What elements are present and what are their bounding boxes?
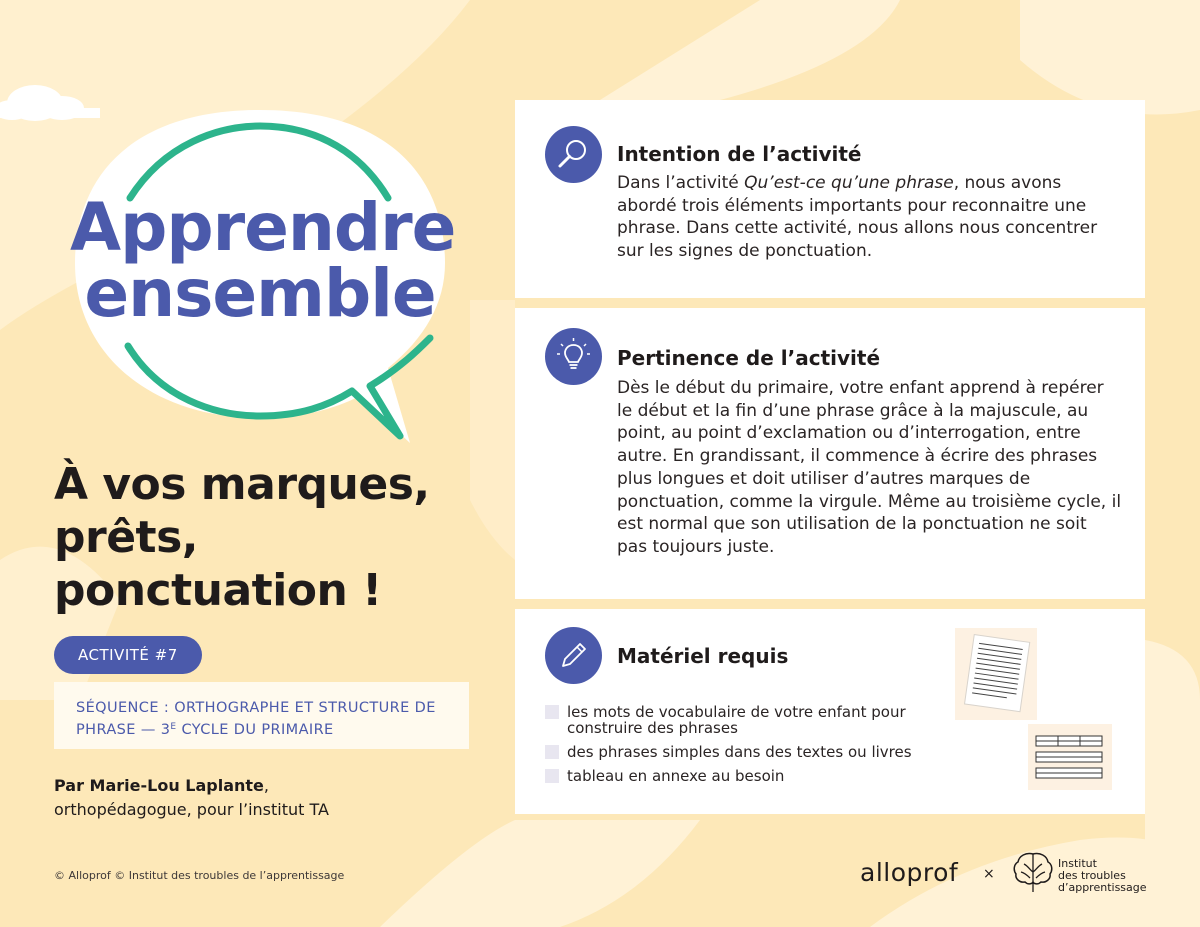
pertinence-title: Pertinence de l’activité <box>617 346 881 370</box>
title-line-3: ponctuation ! <box>54 565 382 616</box>
institut-logo-text: Institut des troubles d’apprentissage <box>1058 857 1147 894</box>
list-item: les mots de vocabulaire de votre enfant pour construire des phrases <box>545 704 917 736</box>
author-role: orthopédagogue, pour l’institut TA <box>54 800 329 819</box>
checkbox-square-icon <box>545 769 559 783</box>
tree-brain-icon <box>1010 848 1056 894</box>
activity-badge: ACTIVITÉ #7 <box>54 636 202 674</box>
times-symbol: × <box>983 866 995 882</box>
sequence-line-2: PHRASE — $3^E$ CYCLE DU PRIMAIRE <box>76 722 334 738</box>
checkbox-square-icon <box>545 705 559 719</box>
sequence-line-1: SÉQUENCE : ORTHOGRAPHE ET STRUCTURE DE <box>76 700 436 716</box>
checkbox-square-icon <box>545 745 559 759</box>
magnifier-icon <box>545 126 602 183</box>
bubble-line-1: Apprendre <box>70 189 456 266</box>
materiel-title: Matériel requis <box>617 644 789 668</box>
pencil-icon <box>545 627 602 684</box>
author-block: Par Marie-Lou Laplante, orthopédagogue, pour l’institut TA <box>54 774 329 822</box>
author-name: Par Marie-Lou Laplante <box>54 776 264 795</box>
pertinence-card <box>515 308 1145 599</box>
bubble-line-2: ensemble <box>84 255 436 332</box>
title-line-2: prêts, <box>54 512 198 563</box>
bubble-heading <box>70 189 456 332</box>
materiel-list <box>545 704 917 792</box>
sequence-box <box>54 682 469 749</box>
lightbulb-icon <box>545 328 602 385</box>
page-title <box>54 458 474 617</box>
list-item: des phrases simples dans des textes ou livres <box>545 744 917 760</box>
alloprof-logo: alloprof <box>860 858 959 887</box>
table-sheet-icon <box>1028 724 1112 790</box>
lined-paper-icon <box>955 628 1037 720</box>
copyright-text: © Alloprof © Institut des troubles de l’apprentissage <box>54 869 345 882</box>
title-line-1: À vos marques, <box>54 459 430 510</box>
intention-title: Intention de l’activité <box>617 142 862 166</box>
intention-text: Dans l’activité Qu’est-ce qu’une phrase, nous avons abordé trois éléments importants pour reconnaitre une phrase. Dans cette activité, nous allons nous concentrer sur les signes de ponctuation. <box>617 173 1098 262</box>
pertinence-text: Dès le début du primaire, votre enfant apprend à repérer le début et la fin d’une phrase grâce à la majuscule, au point, au point d’exclamation ou d’interrogation, entre autre. En grandissant, il commence à écrire des phrases plus longues et doit utiliser d’autres marques de ponctuation, comme la virgule. Même au troisième cycle, il est normal que son utilisation de la ponctuation ne soit pas toujours juste. <box>617 378 1122 557</box>
list-item: tableau en annexe au besoin <box>545 768 917 784</box>
intention-card <box>515 100 1145 298</box>
